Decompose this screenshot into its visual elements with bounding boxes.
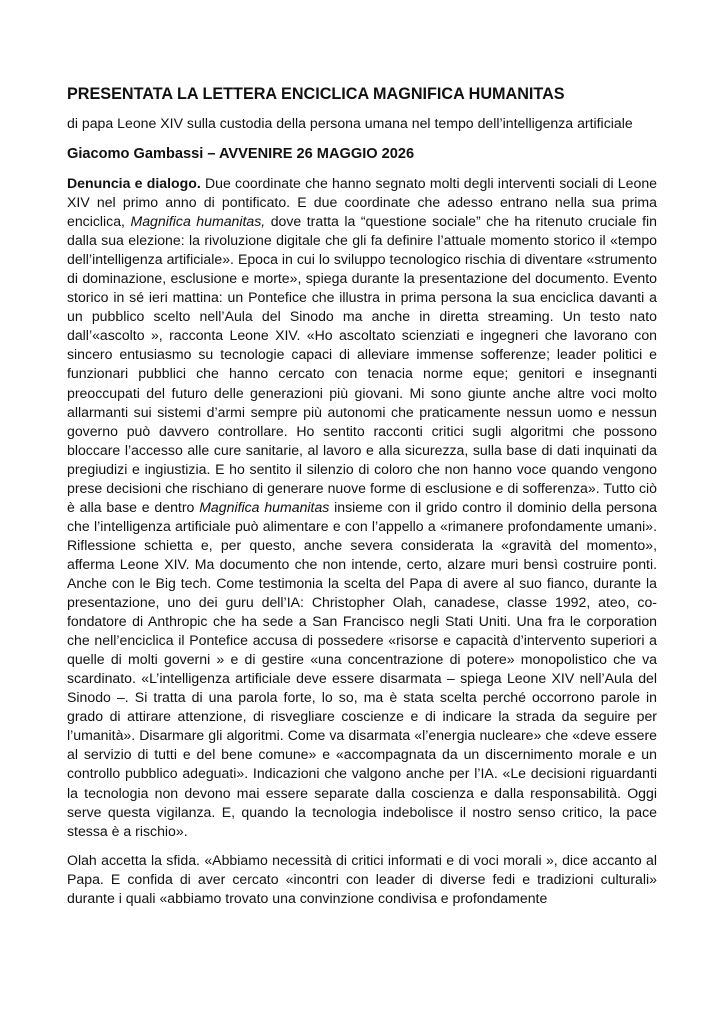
- article-title: PRESENTATA LA LETTERA ENCICLICA MAGNIFICA HUMANITAS: [67, 85, 565, 103]
- paragraph-text: dove tratta la “questione sociale” che ha ritenuto cruciale fin dalla sua elezione: la rivoluzione digitale che gli fa definire l’attuale momento storico il «tempo dell’intelligenza artificiale». Epoca in cui lo sviluppo tecnologico rischia di diventare «strumento di dominazione, esclusione e morte», spiega durante la presentazione del documento. Evento storico in sé ieri mattina: un Pontefice che illustra in prima persona la sua enciclica davanti a un pubblico scelto nell’Aula del Sinodo ma anche in diretta streaming. Un testo nato dall’«ascolto », racconta Leone XIV. «Ho ascoltato scienziati e ingegneri che lavorano con sincero entusiasmo su tecnologie capaci di alleviare immense sofferenze; leader politici e funzionari pubblici che hanno cercato con tenacia norme eque; genitori e insegnanti preoccupati del futuro delle generazioni più giovani. Mi sono giunte anche altre voci molto allarmanti sui sistemi d’armi sempre più autonomi che praticamente nessun uomo e nessun governo può davvero controllare. Ho sentito racconti critici sugli algoritmi che possono bloccare l’accesso alle cure sanitarie, al lavoro e alla sicurezza, sulla base di dati inquinati da pregiudizi e ingiustizia. E ho sentito il silenzio di coloro che non hanno voce quando vengono prese decisioni che rischiano di generare nuove forme di esclusione e di sofferenza». Tutto ciò è alla base e dentro: [67, 213, 657, 515]
- paragraph-lead: Denuncia e dialogo.: [67, 175, 201, 191]
- paragraph-text: Due coordinate che hanno segnato molti degli interventi sociali di Leone XIV nel primo anno di pontificato. E due coordinate che adesso entrano nella sua prima enciclica,: [67, 175, 657, 230]
- article-subtitle: di papa Leone XIV sulla custodia della persona umana nel tempo dell’intelligenza artificiale: [67, 115, 633, 131]
- encyclical-title-italic: Magnifica humanitas: [199, 498, 330, 515]
- document-page: [67, 84, 657, 908]
- paragraph-text: insieme con il grido contro il dominio della persona che l’intelligenza artificiale può alimentare e con l’appello a «rimanere profondamente umani». Riflessione schietta e, per questo, anche severa considerata la «gravità del momento», afferma Leone XIV. Ma documento che non intende, certo, alzare muri bensì costruire ponti. Anche con le Big tech. Come testimonia la scelta del Papa di avere al suo fianco, durante la presentazione, uno dei guru dell’IA: Christopher Olah, canadese, classe 1992, ateo, co-fondatore di Anthropic che ha sede a San Francisco negli Stati Uniti. Una fra le corporation che nell’enciclica il Pontefice accusa di possedere «risorse e capacità d’intervento superiori a quelle di molti governi » e di gestire «una concentrazione di potere» monopolistico che va scardinato. «L’intelligenza artificiale deve essere disarmata – spiega Leone XIV nell’Aula del Sinodo –. Si tratta di una parola forte, lo so, ma è stata scelta perché occorrono parole in grado di attirare attenzione, di risvegliare coscienze e di indicare la strada da seguire per l’umanità». Disarmare gli algoritmi. Come va disarmata «l’energia nucleare» che «deve essere al servizio di tutti e del bene comune» e «accompagnata da un discernimento morale e un controllo pubblico adeguati». Indicazioni che valgono anche per l’IA. «Le decisioni riguardanti la tecnologia non devono mai essere separate dalla coscienza e dalla responsabilità. Oggi serve questa vigilanza. E, quando la tecnologia indebolisce il nostro senso critico, la pace stessa è a rischio».: [67, 498, 657, 839]
- article-paragraph-1: [67, 174, 657, 841]
- encyclical-title-italic: Magnifica humanitas,: [130, 213, 266, 230]
- article-paragraph-2: Olah accetta la sfida. «Abbiamo necessità di critici informati e di voci morali », dice accanto al Papa. E confida di aver cercato «incontri con leader di diverse fedi e tradizioni culturali» durante i quali «abbiamo trovato una convinzione condivisa e profondamente: [67, 851, 657, 906]
- article-byline: Giacomo Gambassi – AVVENIRE 26 MAGGIO 2026: [67, 146, 415, 162]
